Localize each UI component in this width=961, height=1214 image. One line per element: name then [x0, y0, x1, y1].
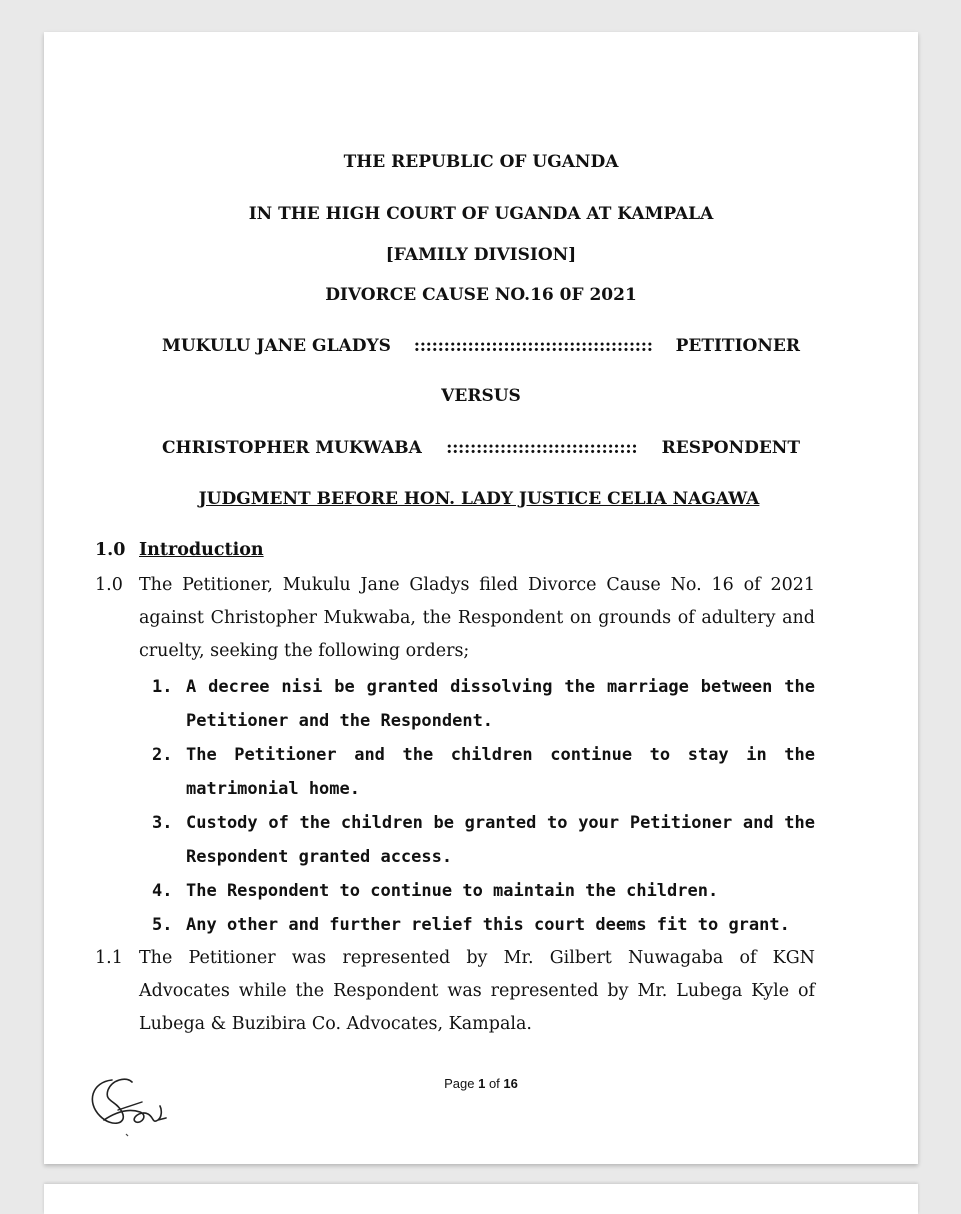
list-item-number: 5.	[152, 915, 173, 935]
list-item-number: 3.	[152, 813, 173, 833]
list-item	[152, 670, 815, 738]
list-item	[152, 908, 815, 942]
list-item-text: Any other and further relief this court deems fit to grant.	[186, 915, 790, 935]
paragraph-number: 1.0	[95, 575, 123, 595]
paragraph-number: 1.1	[95, 948, 123, 968]
list-item-text: The Petitioner and the children continue to stay in the matrimonial home.	[186, 745, 815, 799]
list-item-text: The Respondent to continue to maintain the children.	[186, 881, 719, 901]
list-item	[152, 806, 815, 874]
list-item-text: A decree nisi be granted dissolving the marriage between the Petitioner and the Respondent.	[186, 677, 815, 731]
petitioner-line	[162, 336, 800, 356]
next-page-edge	[44, 1184, 918, 1214]
respondent-role: RESPONDENT	[661, 438, 800, 458]
cause-heading: DIVORCE CAUSE NO.16 0F 2021	[325, 285, 637, 305]
page-label: Page	[444, 1076, 475, 1091]
document-page	[44, 32, 918, 1164]
of-label: of	[488, 1076, 500, 1091]
respondent-separator: ::::::::::::::::::::::::::::::::	[446, 438, 638, 458]
respondent-name: CHRISTOPHER MUKWABA	[162, 438, 422, 458]
division-heading: [FAMILY DIVISION]	[385, 245, 577, 265]
list-item	[152, 738, 815, 806]
paragraph-1-0	[95, 569, 815, 668]
section-heading	[95, 540, 264, 560]
republic-heading: THE REPUBLIC OF UGANDA	[343, 152, 619, 172]
list-item-number: 4.	[152, 881, 173, 901]
judgment-title: JUDGMENT BEFORE HON. LADY JUSTICE CELIA NAGAWA	[198, 489, 760, 509]
petitioner-name: MUKULU JANE GLADYS	[162, 336, 391, 356]
paragraph-text: The Petitioner, Mukulu Jane Gladys filed Divorce Cause No. 16 of 2021 against Christopher Mukwaba, the Respondent on grounds of adultery and cruelty, seeking the following orders;	[139, 575, 815, 661]
versus-heading: VERSUS	[441, 386, 521, 406]
paragraph-text: The Petitioner was represented by Mr. Gilbert Nuwagaba of KGN Advocates while the Respondent was represented by Mr. Lubega Kyle of Lubega & Buzibira Co. Advocates, Kampala.	[139, 948, 815, 1034]
list-item-number: 1.	[152, 677, 173, 697]
section-number: 1.0	[95, 540, 126, 560]
current-page: 1	[478, 1076, 486, 1091]
total-pages: 16	[503, 1076, 518, 1091]
list-item	[152, 874, 815, 908]
page-footer	[44, 1076, 918, 1091]
list-item-number: 2.	[152, 745, 173, 765]
orders-list	[152, 670, 815, 942]
respondent-line	[162, 438, 800, 458]
petitioner-role: PETITIONER	[675, 336, 800, 356]
court-heading: IN THE HIGH COURT OF UGANDA AT KAMPALA	[248, 204, 714, 224]
list-item-text: Custody of the children be granted to your Petitioner and the Respondent granted access.	[186, 813, 815, 867]
paragraph-1-1	[95, 942, 815, 1041]
petitioner-separator: ::::::::::::::::::::::::::::::::::::::::	[413, 336, 653, 356]
section-title: Introduction	[139, 540, 264, 560]
